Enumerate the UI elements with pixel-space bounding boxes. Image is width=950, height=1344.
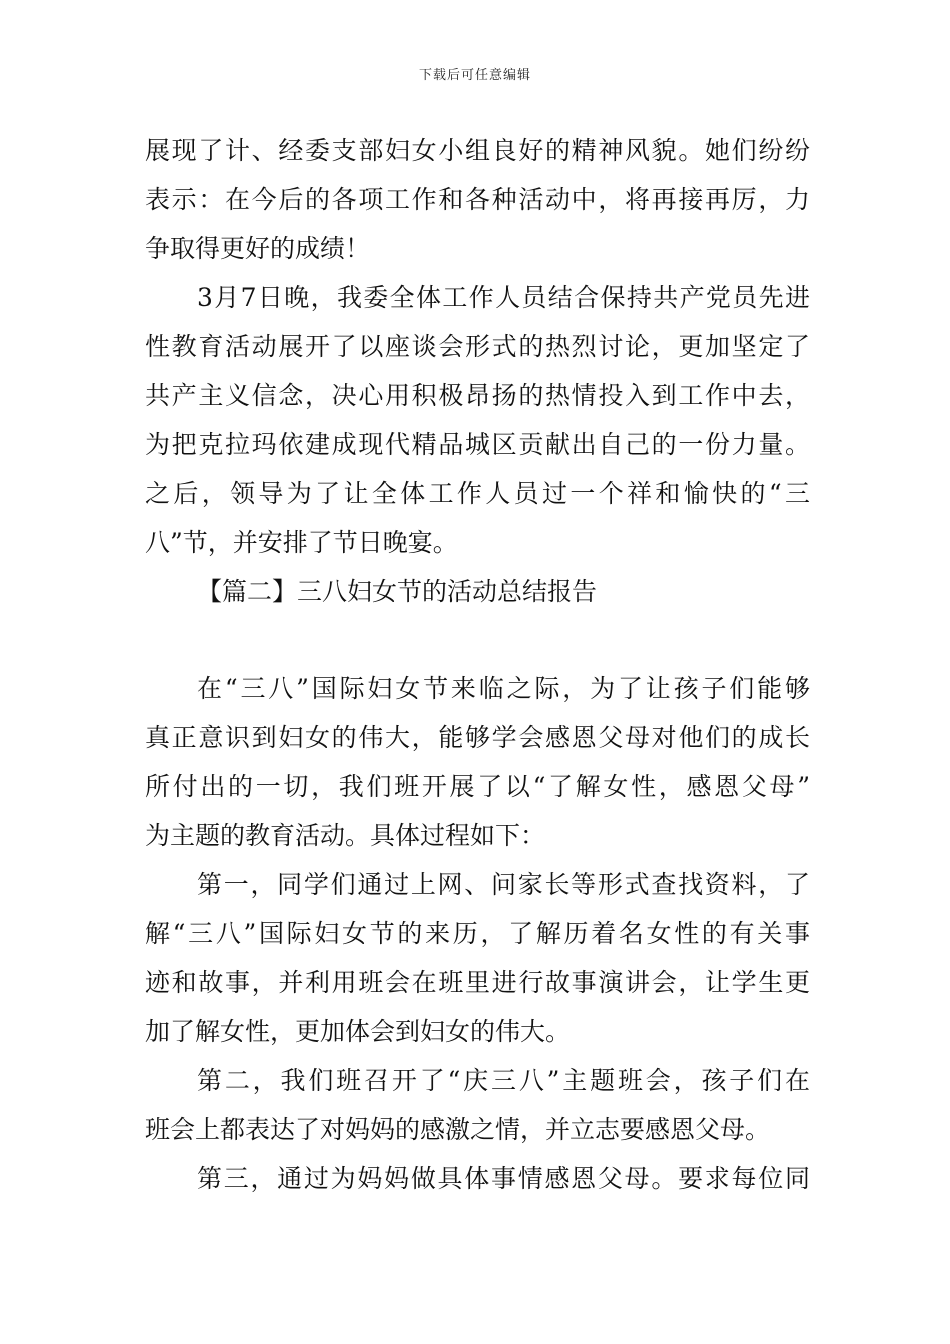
text-line: 第三，通过为妈妈做具体事情感恩父母。要求每位同 bbox=[197, 1164, 810, 1193]
text-line: 为主题的教育活动。具体过程如下： bbox=[145, 821, 546, 850]
text-line: 班会上都表达了对妈妈的感激之情，并立志要感恩父母。 bbox=[145, 1115, 771, 1144]
text-line: 八”节，并安排了节日晚宴。 bbox=[145, 528, 458, 557]
paragraph-second bbox=[145, 1056, 810, 1154]
text-line: 加了解女性，更加体会到妇女的伟大。 bbox=[145, 1017, 571, 1046]
text-line: 第二，我们班召开了“庆三八”主题班会，孩子们在 bbox=[197, 1066, 810, 1095]
text-line: 真正意识到妇女的伟大，能够学会感恩父母对他们的成长 bbox=[145, 723, 810, 752]
text-line: 在“三八”国际妇女节来临之际，为了让孩子们能够 bbox=[197, 674, 810, 703]
text-line: 性教育活动展开了以座谈会形式的热烈讨论，更加坚定了 bbox=[145, 332, 810, 361]
blank-gap bbox=[145, 616, 810, 664]
text-line: 为把克拉玛依建成现代精品城区贡献出自己的一份力量。 bbox=[145, 430, 810, 459]
paragraph-intro bbox=[145, 664, 810, 860]
text-line: 第一，同学们通过上网、问家长等形式查找资料，了 bbox=[197, 870, 810, 899]
text-line: 3月7日晚，我委全体工作人员结合保持共产党员先进 bbox=[197, 283, 810, 312]
text-line: 迹和故事，并利用班会在班里进行故事演讲会，让学生更 bbox=[145, 968, 810, 997]
text-line: 解“三八”国际妇女节的来历，了解历着名女性的有关事 bbox=[145, 919, 810, 948]
paragraph-first bbox=[145, 860, 810, 1056]
text-line: 共产主义信念，决心用积极昂扬的热情投入到工作中去， bbox=[145, 381, 810, 410]
text-line: 之后，领导为了让全体工作人员过一个祥和愉快的“三 bbox=[145, 479, 810, 508]
text-line: 展现了计、经委支部妇女小组良好的精神风貌。她们纷纷 bbox=[145, 136, 810, 165]
section-heading: 【篇二】三八妇女节的活动总结报告 bbox=[197, 577, 598, 606]
paragraph-third bbox=[145, 1154, 810, 1203]
paragraph-march-7 bbox=[145, 273, 810, 567]
paragraph-continuation bbox=[145, 126, 810, 273]
text-line: 所付出的一切，我们班开展了以“了解女性，感恩父母” bbox=[145, 772, 810, 801]
page-header: 下载后可任意编辑 bbox=[418, 68, 531, 83]
text-line: 表示：在今后的各项工作和各种活动中，将再接再厉，力 bbox=[145, 185, 810, 214]
document-body bbox=[145, 126, 810, 1203]
text-line: 争取得更好的成绩！ bbox=[145, 234, 371, 263]
